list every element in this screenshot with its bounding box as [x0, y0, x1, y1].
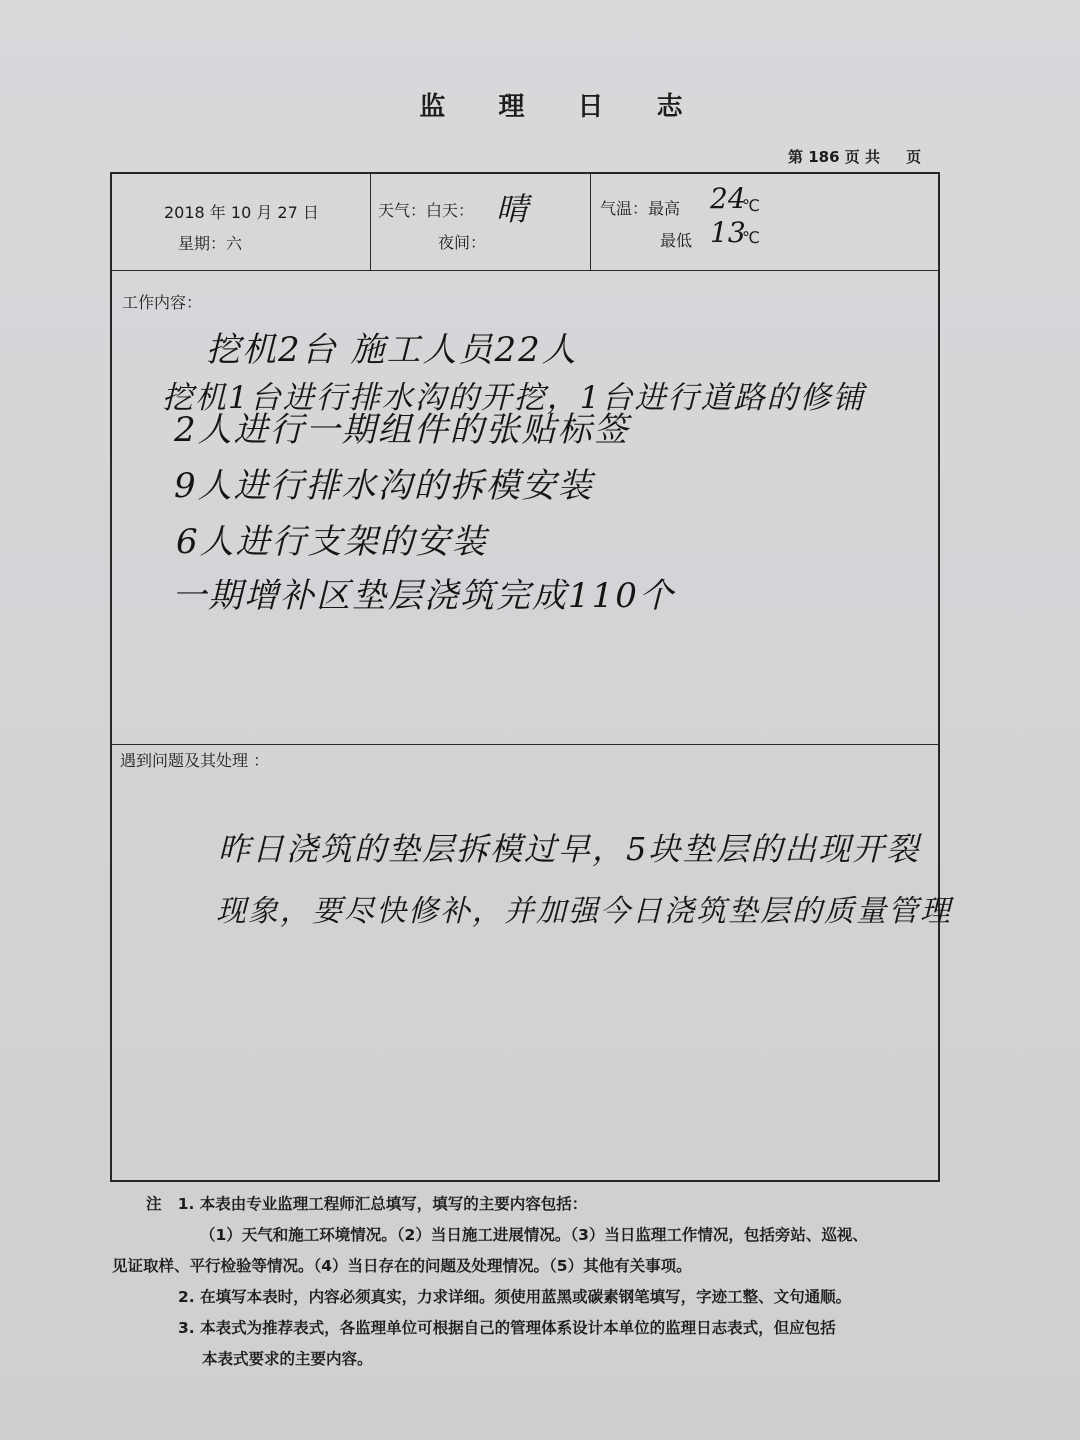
day-weather-value: 晴 — [496, 190, 529, 228]
problems-label: 遇到问题及其处理 ： — [120, 751, 270, 770]
temp-label: 气温： — [600, 199, 649, 218]
max-unit: ℃ — [742, 196, 760, 215]
max-temp-value: 24 — [710, 182, 746, 215]
work-line: 6人进行支架的安装 — [176, 522, 488, 562]
problem-line: 现象，要尽快修补，并加强今日浇筑垫层的质量管理 — [216, 894, 952, 929]
page-title: 监 理 日 志 — [419, 92, 705, 122]
note-item — [110, 1192, 940, 1217]
day-label: 白天： — [426, 201, 475, 220]
divider — [590, 174, 591, 270]
notes-prefix: 注 — [146, 1195, 162, 1213]
note-item: 3. 本表式为推荐表式，各监理单位可根据自己的管理体系设计本单位的监理日志表式，但应包括 — [178, 1319, 836, 1337]
max-label: 最高 — [648, 199, 681, 218]
log-form — [110, 172, 952, 1182]
problem-line: 昨日浇筑的垫层拆模过早，5块垫层的出现开裂 — [218, 830, 921, 868]
notes-block — [110, 1192, 940, 1372]
note-text: 1. 本表由专业监理工程师汇总填写，填写的主要内容包括： — [177, 1195, 588, 1213]
work-line: 一期增补区垫层浇筑完成110个 — [172, 576, 675, 616]
work-line: 挖机1台进行排水沟的开挖，1台进行道路的修铺 — [162, 380, 866, 416]
min-label: 最低 — [660, 231, 693, 250]
work-content-label: 工作内容： — [122, 293, 203, 312]
divider — [112, 270, 938, 271]
divider — [370, 174, 371, 270]
note-item: 2. 在填写本表时，内容必须真实，力求详细。须使用蓝黑或碳素钢笔填写，字迹工整、文句通顺。 — [178, 1288, 852, 1306]
temp-max-field — [600, 196, 680, 219]
note-item: 见证取样、平行检验等情况。（4）当日存在的问题及处理情况。（5）其他有关事项。 — [112, 1257, 692, 1275]
night-label: 夜间： — [438, 233, 487, 252]
weekday-value: 六 — [226, 234, 243, 253]
note-item: （1）天气和施工环境情况。（2）当日施工进展情况。（3）当日监理工作情况，包括旁站、巡视、 — [200, 1226, 868, 1244]
min-temp-value: 13 — [710, 216, 746, 249]
date-field: 2018 年 10 月 27 日 — [164, 203, 319, 222]
weather-day-field — [378, 198, 474, 221]
work-line: 9人进行排水沟的拆模安装 — [174, 466, 594, 506]
divider — [112, 744, 938, 745]
weather-label: 天气： — [378, 201, 427, 220]
min-unit: ℃ — [742, 228, 760, 247]
note-item: 本表式要求的主要内容。 — [202, 1350, 373, 1368]
page-number: 第 186 页 共 页 — [788, 148, 922, 166]
weekday-label: 星期： — [178, 234, 227, 253]
weekday-field — [178, 231, 242, 254]
work-line: 挖机2台 施工人员22人 — [206, 330, 578, 370]
work-line: 2人进行一期组件的张贴标签 — [174, 410, 630, 450]
